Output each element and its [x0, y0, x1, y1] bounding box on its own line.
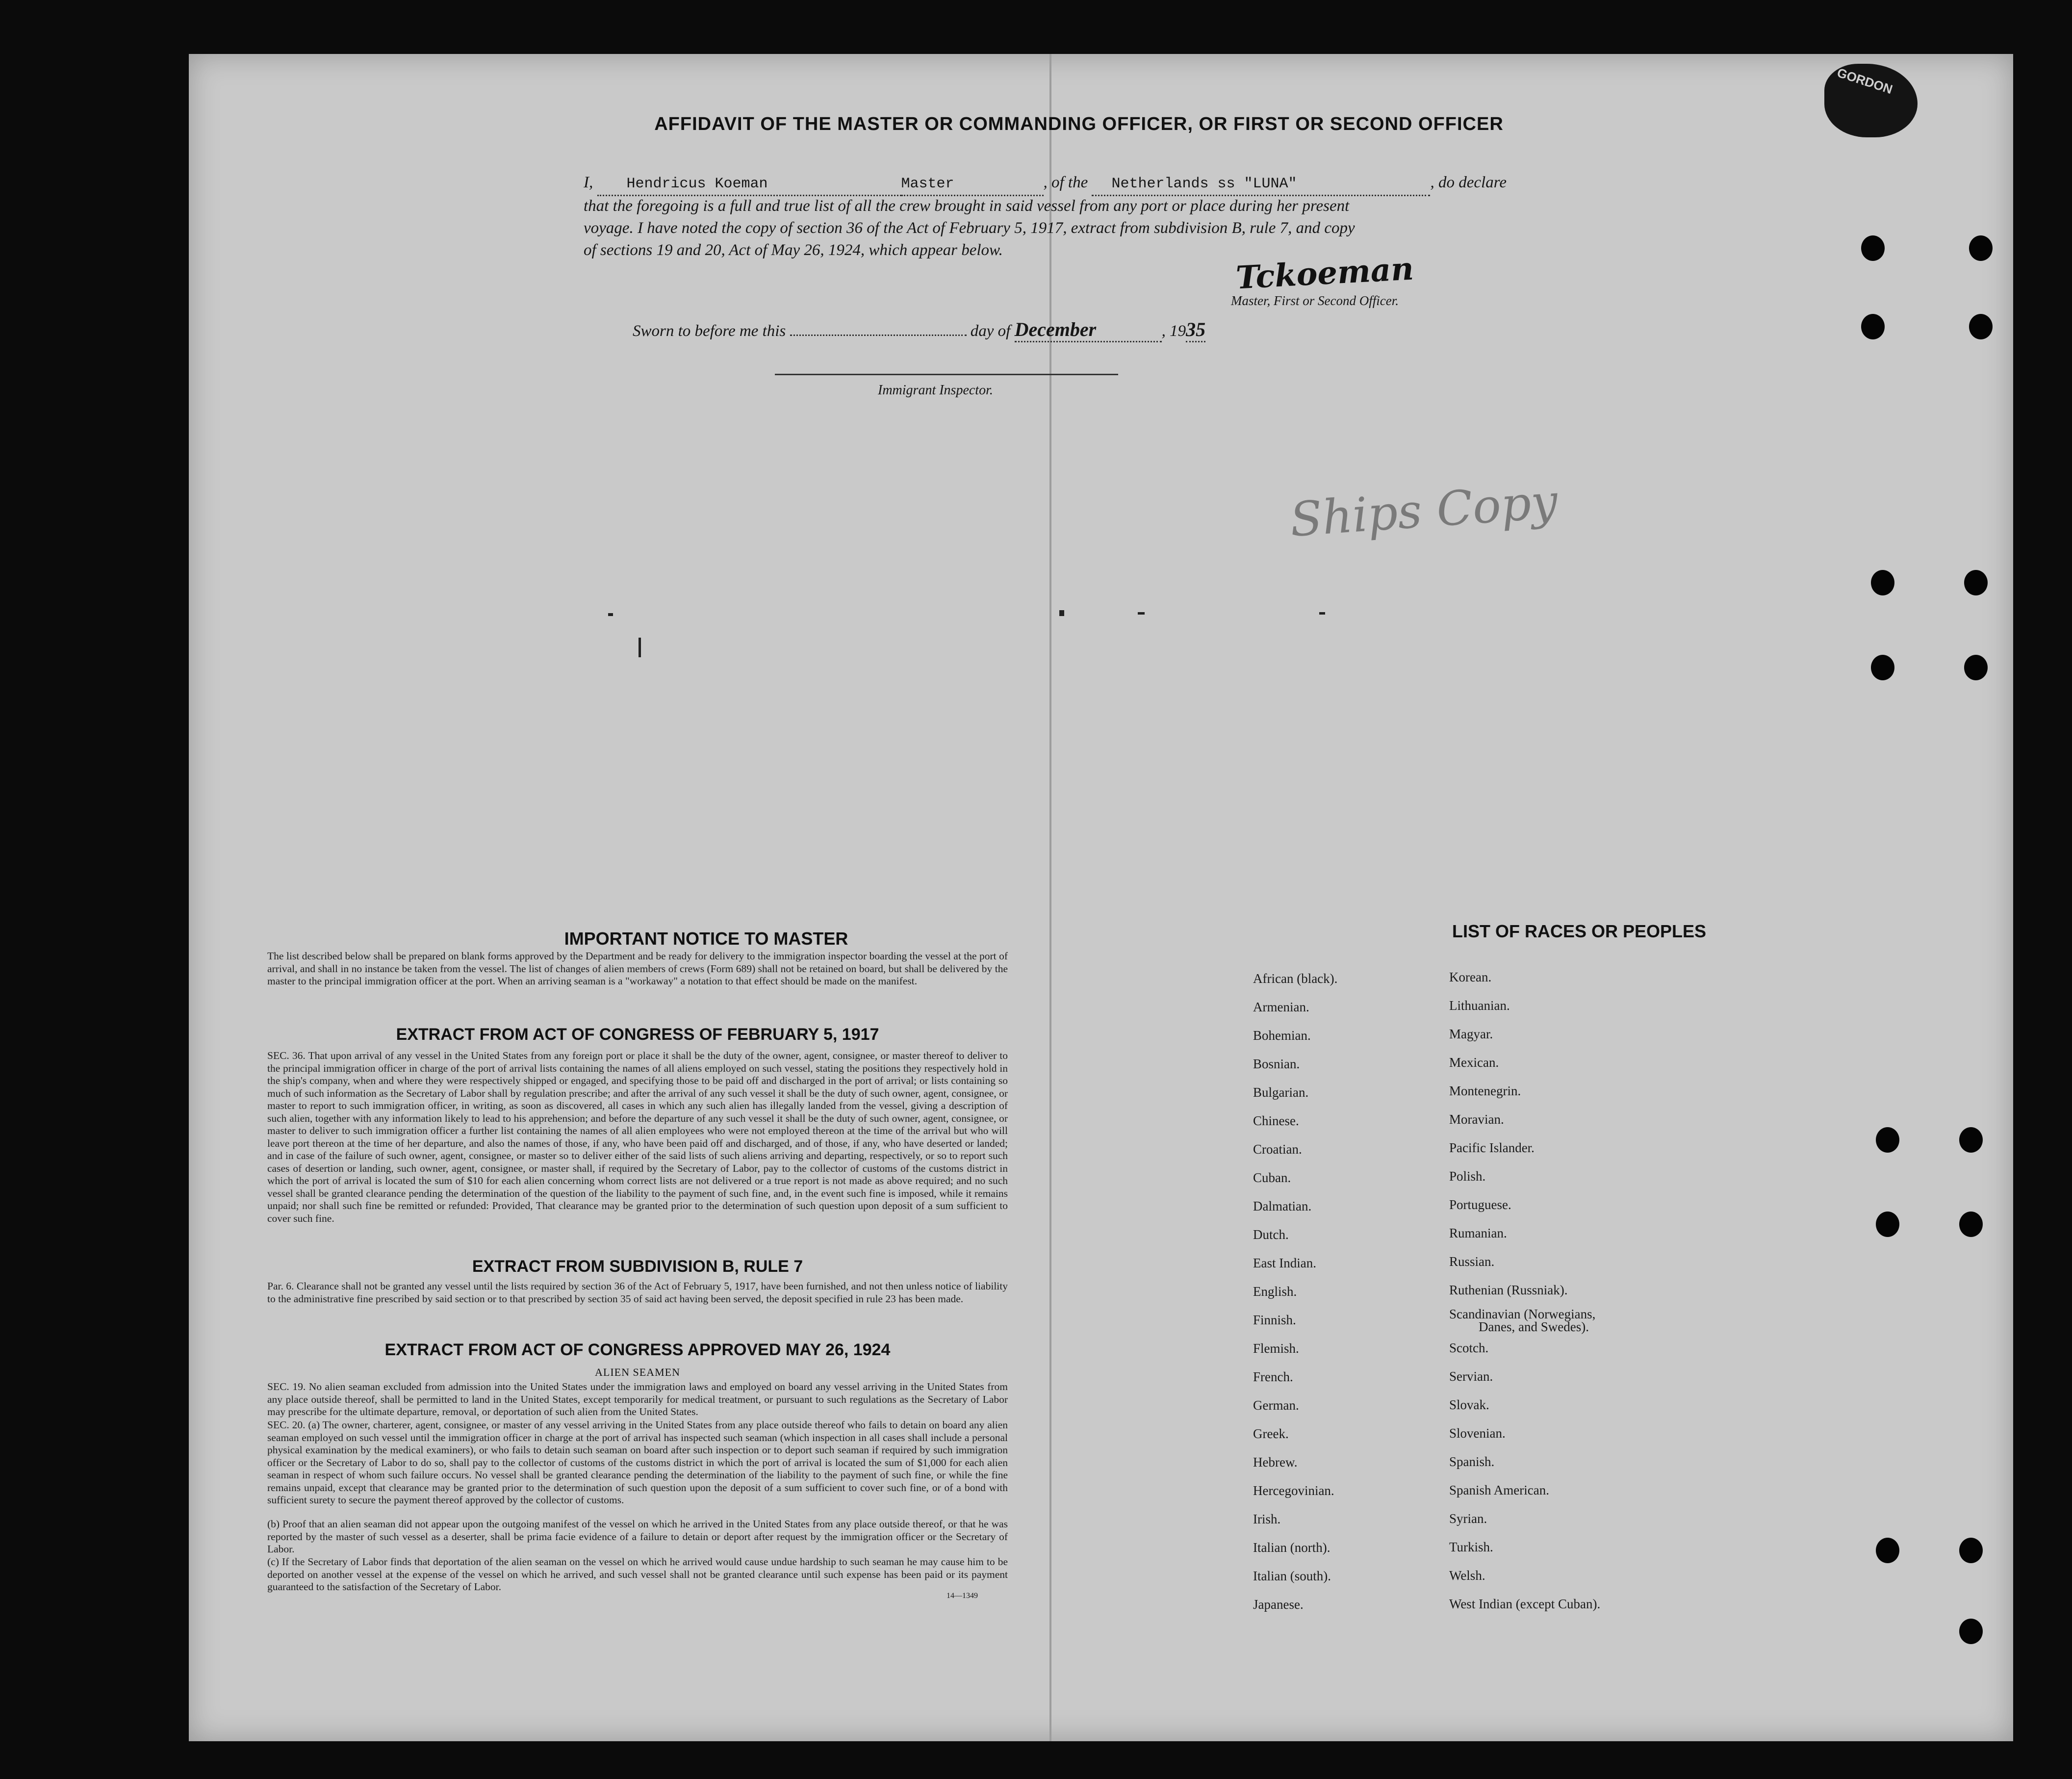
- binder-hole: [1969, 235, 1993, 261]
- declaration-prefix: I,: [584, 174, 593, 191]
- ink-speck: [1138, 612, 1145, 615]
- of-the-text: , of the: [1043, 174, 1088, 191]
- race-item: Lithuanian.: [1449, 998, 1510, 1013]
- race-item: Dalmatian.: [1253, 1199, 1312, 1213]
- binder-hole: [1959, 1212, 1983, 1237]
- notice-title: IMPORTANT NOTICE TO MASTER: [564, 928, 848, 949]
- race-item: West Indian (except Cuban).: [1449, 1597, 1601, 1611]
- sworn-day-blank: [790, 335, 967, 336]
- inspector-signature-line: [775, 374, 1118, 375]
- race-item: Armenian.: [1253, 1000, 1309, 1014]
- race-item: Slovak.: [1449, 1397, 1489, 1412]
- race-item: Polish.: [1449, 1169, 1486, 1184]
- center-fold: [1049, 54, 1051, 1741]
- binder-hole: [1861, 314, 1885, 339]
- binder-hole: [1871, 570, 1894, 595]
- binder-hole: [1959, 1127, 1983, 1153]
- race-item: Scotch.: [1449, 1341, 1489, 1355]
- notice-text: The list described below shall be prepared on blank forms approved by the Department and be ready for delivery to the immigration inspector boarding the vessel at the port of arrival, and shall in no instance be taken from the vessel. The list of changes of alien members of crews (Form 689) shall not be retained on board, but shall be delivered by the master to the principal immigration officer at the port. When an arriving seaman is a "workaway" a notation to that effect should be made on the manifest.: [267, 950, 1008, 987]
- race-item: East Indian.: [1253, 1256, 1316, 1270]
- race-item: Finnish.: [1253, 1313, 1296, 1327]
- extract-1924-subtitle: ALIEN SEAMEN: [595, 1366, 680, 1378]
- inspector-caption: Immigrant Inspector.: [878, 383, 993, 398]
- declaration-line-2: that the foregoing is a full and true list of all the crew brought in said vessel from any port or place during her present: [584, 197, 1350, 215]
- binder-hole: [1969, 314, 1993, 339]
- ink-speck: [1059, 610, 1064, 616]
- do-declare-text: , do declare: [1430, 174, 1507, 191]
- race-item: Turkish.: [1449, 1540, 1493, 1554]
- binder-hole: [1959, 1619, 1983, 1644]
- extract-1917-text: SEC. 36. That upon arrival of any vessel in the United States from any foreign port or place it shall be the duty of the owner, agent, consignee, or master thereof to deliver to the principal immigration officer in charge of the port of arrival lists containing the names of all aliens employed on such vessel, stating the positions they respectively hold in the ship's company, when and where they were respectively shipped or engaged, and specifying those to be paid off and discharged in the port of arrival; or lists containing so much of such information as the Secretary of Labor shall by regulation prescribe; and after the arrival of any such vessel it shall be the duty of such owner, agent, consignee, or master to report to such immigration officer, in writing, as soon as discovered, all cases in which any such alien has illegally landed from the vessel, giving a description of such alien, together with any information likely to lead to his apprehension; and before the departure of any such vessel it shall be the duty of such owner, agent, consignee, or master to deliver to such immigration officer a further list containing the names of all alien employees who were not employed thereon at the time of the arrival but who will leave port thereon at the time of her departure, and also the names of those, if any, who have been paid off and discharged, and of those, if any, who have deserted or landed; and in case of the failure of such owner, agent, consignee, or master so to deliver either of the said lists of such aliens arriving and departing, respectively, or so to report such cases of desertion or landing, such owner, agent, consignee, or master shall, if required by the Secretary of Labor, pay to the collector of customs of the customs district in which the port of arrival is located the sum of $10 for each alien concerning whom correct lists are not delivered or a true report is not made as above required; and no such vessel shall be granted clearance pending the determination of the question of the liability to the payment of such fine, and, in the event such fine is imposed, while it remains unpaid; nor shall such fine be remitted or refunded: Provided, That clearance may be granted prior to the determination of such question upon deposit of a sum sufficient to cover such fine.: [267, 1050, 1008, 1224]
- race-item: Portuguese.: [1449, 1197, 1511, 1212]
- binder-hole: [1876, 1538, 1899, 1563]
- ink-speck: [1319, 612, 1325, 615]
- race-item: African (black).: [1253, 971, 1338, 986]
- race-item: German.: [1253, 1398, 1299, 1413]
- year-prefix: , 19: [1161, 322, 1186, 340]
- stamp-text: GORDON: [1835, 65, 1894, 97]
- race-item: Dutch.: [1253, 1227, 1289, 1242]
- binder-hole: [1964, 570, 1988, 595]
- handwritten-note: Ships Copy: [1288, 474, 1560, 547]
- sworn-month: December: [1015, 318, 1162, 342]
- section-20c-text: (c) If the Secretary of Labor finds that deportation of the alien seaman on the vessel on which he arrived would cause undue hardship to such seaman he may cause him to be deported on another vessel at the expense of the vessel on which he arrived, and such vessel shall not be granted clearance until such expense has been paid or its payment guaranteed to the satisfaction of the Secretary of Labor.: [267, 1556, 1008, 1593]
- ink-speck: [608, 613, 613, 616]
- signature-caption: Master, First or Second Officer.: [1231, 293, 1399, 308]
- race-item: Servian.: [1449, 1369, 1493, 1384]
- race-item: Danes, and Swedes).: [1479, 1319, 1589, 1334]
- day-of-text: day of: [970, 322, 1011, 340]
- race-item: Bosnian.: [1253, 1057, 1300, 1071]
- extract-1924-title: EXTRACT FROM ACT OF CONGRESS APPROVED MAY 26, 1924: [384, 1341, 891, 1359]
- binder-hole: [1876, 1127, 1899, 1153]
- sworn-year: 35: [1186, 318, 1205, 342]
- race-item: Italian (north).: [1253, 1540, 1330, 1555]
- race-item: Irish.: [1253, 1512, 1281, 1526]
- race-item: Ruthenian (Russniak).: [1449, 1283, 1568, 1297]
- race-item: Korean.: [1449, 970, 1492, 984]
- race-item: French.: [1253, 1369, 1293, 1384]
- declaration-line-3: voyage. I have noted the copy of section 36 of the Act of February 5, 1917, extract from subdivision B, rule 7, and copy: [584, 219, 1355, 237]
- race-item: Flemish.: [1253, 1341, 1299, 1356]
- race-item: English.: [1253, 1284, 1297, 1299]
- binder-hole: [1959, 1538, 1983, 1563]
- race-item: Montenegrin.: [1449, 1083, 1521, 1098]
- race-item: Rumanian.: [1449, 1226, 1507, 1240]
- declaration-line-1: [584, 172, 1839, 196]
- race-item: Mexican.: [1449, 1055, 1499, 1070]
- race-item: Pacific Islander.: [1449, 1140, 1535, 1155]
- race-item: Japanese.: [1253, 1597, 1304, 1612]
- binder-hole: [1876, 1212, 1899, 1237]
- race-item: Chinese.: [1253, 1113, 1299, 1128]
- binder-hole: [1871, 655, 1894, 680]
- race-item: Italian (south).: [1253, 1569, 1331, 1583]
- race-item: Hebrew.: [1253, 1455, 1298, 1470]
- extract-rule7-title: EXTRACT FROM SUBDIVISION B, RULE 7: [472, 1257, 803, 1276]
- master-name: Hendricus Koeman: [597, 173, 901, 196]
- master-rank: Master: [901, 173, 1044, 196]
- section-19-text: SEC. 19. No alien seaman excluded from admission into the United States under the immigration laws and employed on board any vessel arriving in the United States from any place outside thereof, shall be permitted to land in the United States, except temporarily for medical treatment, or pursuant to such regulations as the Secretary of Labor may prescribe for the ultimate departure, removal, or deportation of such alien from the United States.: [267, 1381, 1008, 1418]
- sworn-line: [633, 318, 1368, 342]
- binder-hole: [1964, 655, 1988, 680]
- binder-hole: [1861, 235, 1885, 261]
- races-title: LIST OF RACES OR PEOPLES: [1452, 921, 1707, 941]
- race-item: Croatian.: [1253, 1142, 1302, 1157]
- race-item: Syrian.: [1449, 1511, 1487, 1526]
- race-item: Scandinavian (Norwegians,: [1449, 1307, 1596, 1321]
- race-item: Bohemian.: [1253, 1028, 1311, 1043]
- form-number: 14—1349: [946, 1592, 978, 1600]
- race-item: Slovenian.: [1449, 1426, 1506, 1441]
- declaration-line-4: of sections 19 and 20, Act of May 26, 1924, which appear below.: [584, 241, 1003, 259]
- race-item: Magyar.: [1449, 1027, 1493, 1041]
- affidavit-title: AFFIDAVIT OF THE MASTER OR COMMANDING OFFICER, OR FIRST OR SECOND OFFICER: [654, 114, 1504, 134]
- race-item: Bulgarian.: [1253, 1085, 1309, 1100]
- sworn-text: Sworn to before me this: [633, 322, 786, 340]
- vessel-name: Netherlands ss "LUNA": [1092, 173, 1430, 196]
- race-item: Spanish.: [1449, 1454, 1495, 1469]
- section-20a-text: SEC. 20. (a) The owner, charterer, agent, consignee, or master of any vessel arriving in the United States from any place outside thereof who fails to detain on board any alien seaman employed on such vessel until the immigration officer in charge at the port of arrival has inspected such seaman (which inspection in all cases shall include a personal physical examination by the medical examiners), or who fails to detain such seaman on board after such inspection or to deport such seaman if required by such immigration officer or the Secretary of Labor to do so, shall pay to the collector of customs of the customs district in which the port of arrival is located the sum of $1,000 for each alien seaman in respect of whom such failure occurs. No vessel shall be granted clearance pending the determination of the liability to the payment of such fine, or while the fine remains unpaid, except that clearance may be granted prior to the determination of such question upon the deposit of a sum sufficient to cover such fine, or of a bond with sufficient surety to secure the payment thereof approved by the collector of customs.: [267, 1419, 1008, 1506]
- ink-speck: [639, 638, 641, 657]
- race-item: Hercegovinian.: [1253, 1483, 1334, 1498]
- master-signature: Tckoeman: [1235, 250, 1415, 297]
- race-item: Cuban.: [1253, 1170, 1291, 1185]
- race-item: Greek.: [1253, 1426, 1289, 1441]
- race-item: Moravian.: [1449, 1112, 1504, 1127]
- race-item: Welsh.: [1449, 1568, 1485, 1583]
- extract-rule7-text: Par. 6. Clearance shall not be granted any vessel until the lists required by section 36 of the Act of February 5, 1917, have been furnished, and not then unless notice of liability to the administrative fine prescribed by said section or to that prescribed by section 35 of said act having been served, the deposit specified in rule 23 has been made.: [267, 1280, 1008, 1305]
- section-20b-text: (b) Proof that an alien seaman did not appear upon the outgoing manifest of the vessel on which he arrived in the United States from any place outside thereof, or that he was reported by the master of such vessel as a deserter, shall be prima facie evidence of a failure to detain or deport after request by the immigration officer or the Secretary of Labor.: [267, 1518, 1008, 1555]
- race-item: Spanish American.: [1449, 1483, 1549, 1497]
- extract-1917-title: EXTRACT FROM ACT OF CONGRESS OF FEBRUARY 5, 1917: [396, 1025, 879, 1044]
- race-item: Russian.: [1449, 1254, 1495, 1269]
